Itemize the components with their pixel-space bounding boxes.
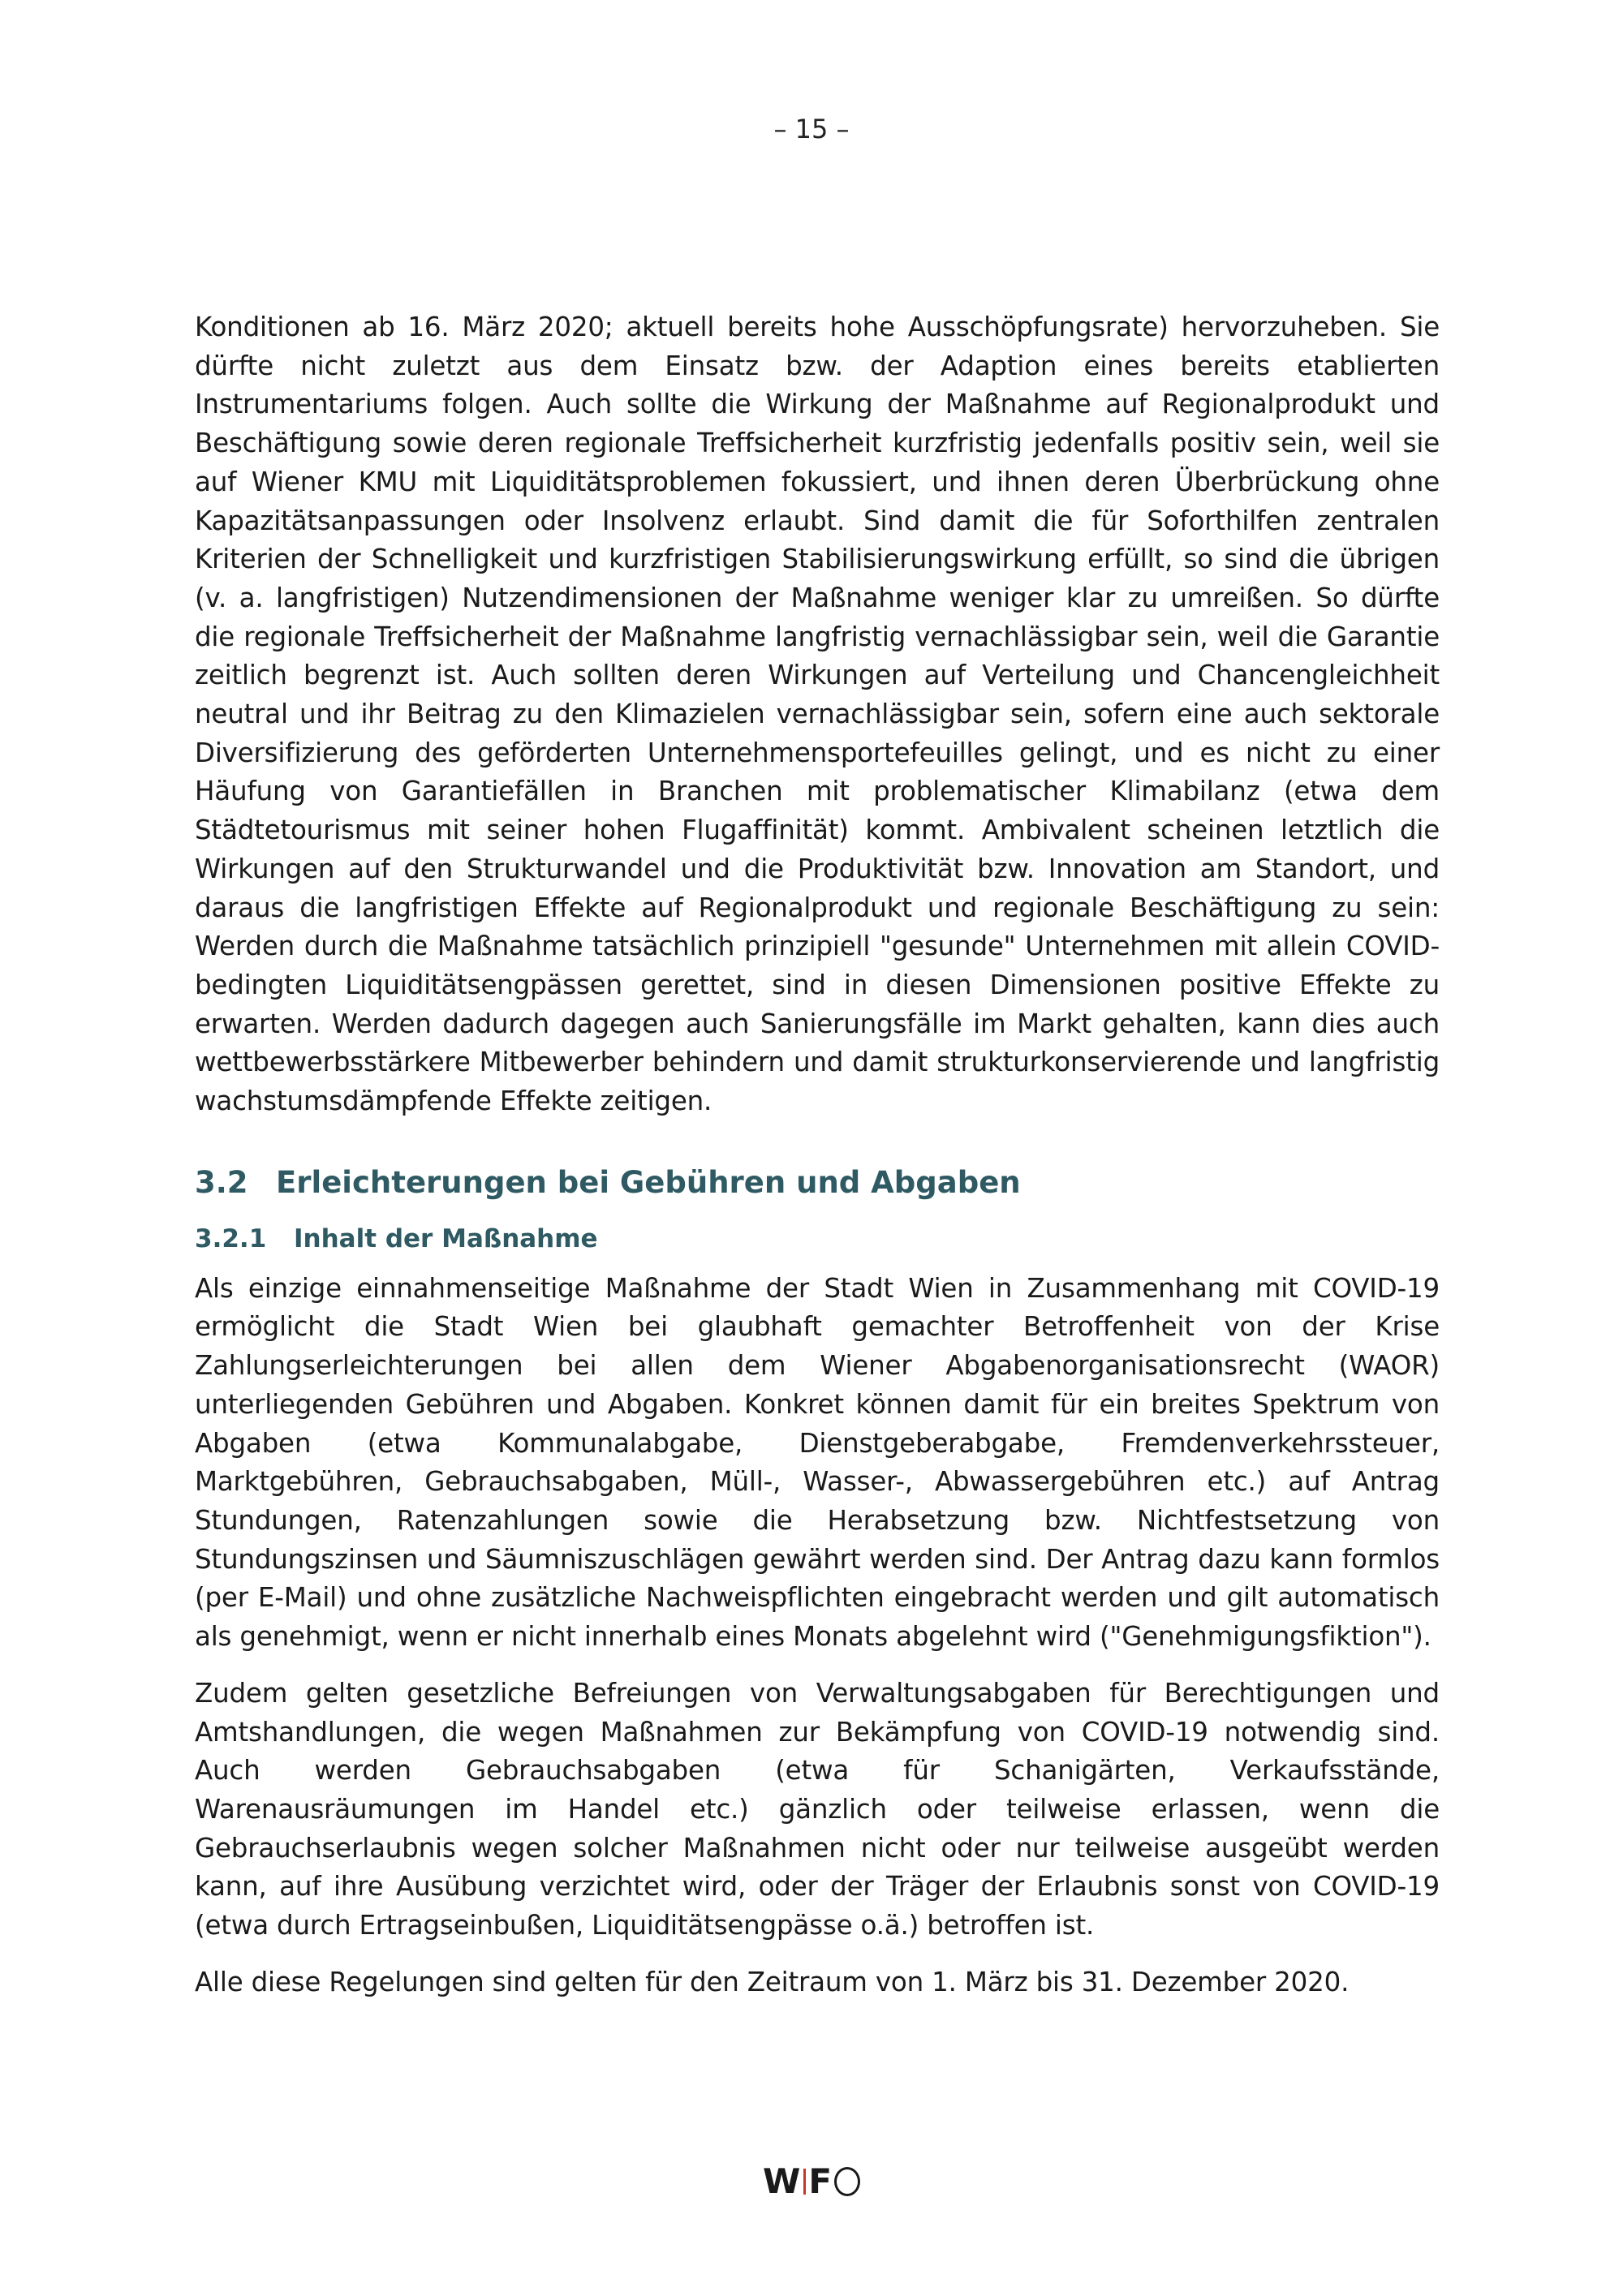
wifo-logo: W F [0,2161,1623,2201]
page-number: – 15 – [773,114,850,144]
subsection-title: Inhalt der Maßnahme [294,1223,598,1253]
paragraph-validity-period: Alle diese Regelungen sind gelten für den Zeitraum von 1. März bis 31. Dezember 2020. [195,1966,1350,1997]
paragraph-measure-content: Als einzige einnahmenseitige Maßnahme der Stadt Wien in Zusammenhang mit COVID-19 ermöglicht die Stadt Wien bei glaubhaft gemachter Betroffenheit von der Krise Zahlungserleichterungen bei allen dem Wiener Abgabenorganisationsrecht (WAOR) unterliegenden Gebühren und Abgaben. Konkret können damit für ein breites Spektrum von Abgaben (etwa Kommunalabgabe, Dienstgeberabgabe, Fremdenverkehrssteuer, Marktgebühren, Gebrauchsabgaben, Müll-, Wasser-, Abwassergebühren etc.) auf Antrag Stundungen, Ratenzahlungen sowie die Herabsetzung bzw. Nichtfestsetzung von Stundungszinsen und Säumniszuschlägen gewährt werden sind. Der Antrag dazu kann formlos (per E-Mail) und ohne zusätzliche Nachweispflichten eingebracht werden und gilt automatisch als genehmigt, wenn er nicht innerhalb eines Monats abgelehnt wird ("Genehmigungsfiktion"). [195,1272,1440,1653]
section-title: Erleichterungen bei Gebühren und Abgaben [276,1164,1021,1200]
paragraph-continuation: Konditionen ab 16. März 2020; aktuell bereits hohe Ausschöpfungsrate) hervorzuheben. Sie dürfte nicht zuletzt aus dem Einsatz bzw. der Adaption eines bereits etablierten Instrumentariums folgen. Auch sollte die Wirkung der Maßnahme auf Regionalprodukt und Beschäftigung sowie deren regionale Treffsicherheit kurzfristig jedenfalls positiv sein, weil sie auf Wiener KMU mit Liquiditätsproblemen fokussiert, und ihnen deren Überbrückung ohne Kapazitätsanpassungen oder Insolvenz erlaubt. Sind damit die für Soforthilfen zentralen Kriterien der Schnelligkeit und kurzfristigen Stabilisierungswirkung erfüllt, so sind die übrigen (v. a. langfristigen) Nutzendimensionen der Maßnahme weniger klar zu umreißen. So dürfte die regionale Treffsicherheit der Maßnahme langfristig vernachlässigbar sein, weil die Garantie zeitlich begrenzt ist. Auch sollten deren Wirkungen auf Verteilung und Chancengleichheit neutral und ihr Beitrag zu den Klimazielen vernachlässigbar sein, sofern eine auch sektorale Diversifizierung des geförderten Unternehmensportefeuilles gelingt, und es nicht zu einer Häufung von Garantiefällen in Branchen mit problematischer Klimabilanz (etwa dem Städtetourismus mit seiner hohen Flugaffinität) kommt. Ambivalent scheinen letztlich die Wirkungen auf den Strukturwandel und die Produktivität bzw. Innovation am Standort, und daraus die langfristigen Effekte auf Regionalprodukt und regionale Beschäftigung zu sein: Werden durch die Maßnahme tatsächlich prinzipiell "gesunde" Unternehmen mit allein COVID-bedingten Liquiditätsengpässen gerettet, sind in diesen Dimensionen positive Effekte zu erwarten. Werden dadurch dagegen auch Sanierungsfälle im Markt gehalten, kann dies auch wettbewerbsstärkere Mitbewerber behindern und damit strukturkonservierende und langfristig wachstumsdämpfende Effekte zeitigen. [195,312,1440,1117]
page-content [195,308,1440,2001]
section-heading [195,1165,1440,1200]
section-number: 3.2 [195,1164,248,1200]
logo-circle-icon [834,2167,860,2196]
subsection-number: 3.2.1 [195,1223,267,1253]
paragraph-exemptions: Zudem gelten gesetzliche Befreiungen von Verwaltungsabgaben für Berechtigungen und Amtshandlungen, die wegen Maßnahmen zur Bekämpfung von COVID-19 notwendig sind. Auch werden Gebrauchsabgaben (etwa für Schanigärten, Verkaufsstände, Warenausräumungen im Handel etc.) gänzlich oder teilweise erlassen, wenn die Gebrauchserlaubnis wegen solcher Maßnahmen nicht oder nur teilweise ausgeübt werden kann, auf ihre Ausübung verzichtet wird, oder der Träger der Erlaubnis sonst von COVID-19 (etwa durch Ertragseinbußen, Liquiditätsengpässe o.ä.) betroffen ist. [195,1677,1440,1941]
subsection-heading [195,1224,1440,1253]
logo-bar-icon [803,2169,806,2195]
